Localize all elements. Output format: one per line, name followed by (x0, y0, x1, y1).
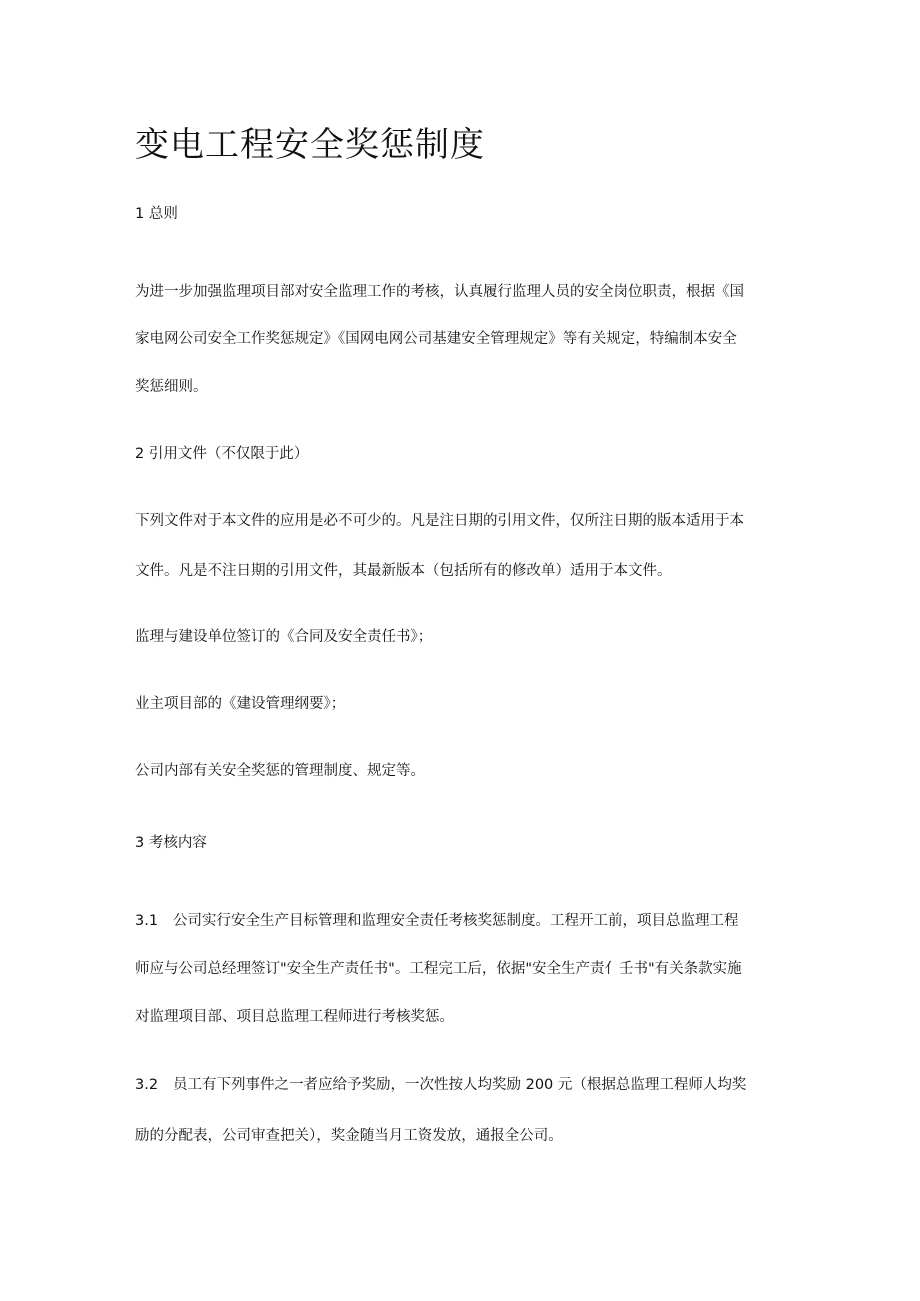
clause-3-1-line-3: 对监理项目部、项目总监理工程师进行考核奖惩。 (135, 1009, 454, 1025)
clause-3-1-number: 3.1 (135, 913, 159, 929)
section-3-heading: 3 考核内容 (135, 835, 207, 851)
paragraph-1-line-1: 为进一步加强监理项目部对安全监理工作的考核，认真履行监理人员的安全岗位职责，根据《国 (135, 284, 744, 300)
clause-3-2-number: 3.2 (135, 1077, 159, 1093)
reference-item-1: 监理与建设单位签订的《合同及安全责任书》； (135, 629, 433, 645)
reference-item-2: 业主项目部的《建设管理纲要》； (135, 696, 346, 712)
paragraph-1-line-3: 奖惩细则。 (135, 379, 208, 395)
reference-item-3: 公司内部有关安全奖惩的管理制度、规定等。 (135, 763, 425, 779)
clause-3-1-text-1: 公司实行安全生产目标管理和监理安全责任考核奖惩制度。工程开工前，项目总监理工程 (173, 913, 739, 929)
paragraph-2-line-2: 文件。凡是不注日期的引用文件，其最新版本（包括所有的修改单）适用于本文件。 (135, 563, 672, 579)
clause-3-2-line-2: 励的分配表，公司审查把关），奖金随当月工资发放，通报全公司。 (135, 1128, 563, 1144)
paragraph-1-line-2: 家电网公司安全工作奖惩规定》《国网电网公司基建安全管理规定》等有关规定，特编制本安全 (135, 331, 737, 347)
paragraph-2-line-1: 下列文件对于本文件的应用是必不可少的。凡是注日期的引用文件，仅所注日期的版本适用于本 (135, 513, 744, 529)
document-title: 变电工程安全奖惩制度 (135, 125, 485, 165)
section-1-heading: 1 总则 (135, 206, 178, 222)
clause-3-2-text-1: 员工有下列事件之一者应给予奖励，一次性按人均奖励 200 元（根据总监理工程师人均奖 (173, 1077, 747, 1093)
clause-3-2-line-1 (135, 1075, 746, 1095)
section-2-heading: 2 引用文件（不仅限于此） (135, 446, 309, 462)
clause-3-1-line-1 (135, 911, 739, 931)
clause-3-1-line-2: 师应与公司总经理签订"安全生产责任书"。工程完工后，依据"安全生产责亻壬书"有关条款实施 (135, 961, 742, 977)
